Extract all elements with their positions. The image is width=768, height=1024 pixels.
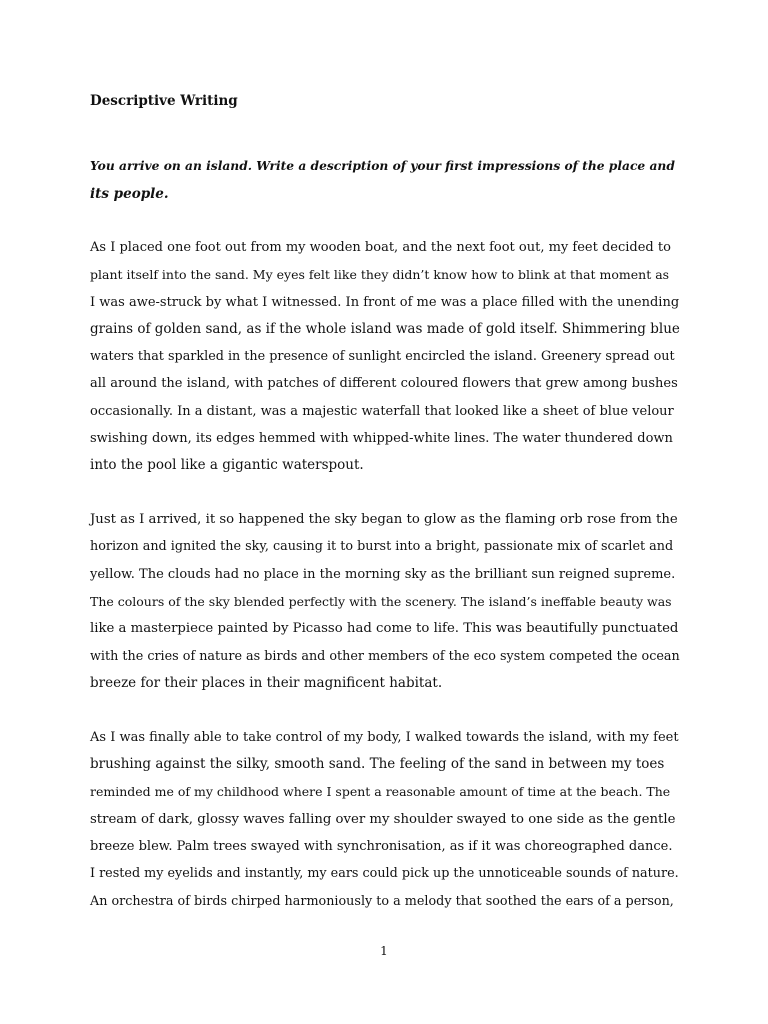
text-line: I was awe-struck by what I witnessed. In front of me was a place filled with the unending <box>90 294 680 310</box>
paragraph-1 <box>90 234 680 480</box>
document-page <box>90 88 680 941</box>
text-line: occasionally. In a distant, was a majestic waterfall that looked like a sheet of blue velour <box>90 403 674 419</box>
text-line: with the cries of nature as birds and other members of the eco system competed the ocean <box>90 648 680 664</box>
text-line: waters that sparkled in the presence of sunlight encircled the island. Greenery spread out <box>90 349 675 365</box>
text-line: into the pool like a gigantic waterspout. <box>90 457 364 474</box>
paragraph-2 <box>90 506 680 697</box>
essay-prompt <box>90 152 680 208</box>
text-line: like a masterpiece painted by Picasso had come to life. This was beautifully punctuated <box>90 621 679 637</box>
page-number: 1 <box>380 944 388 958</box>
text-line: yellow. The clouds had no place in the morning sky as the brilliant sun reigned supreme. <box>90 566 676 582</box>
paragraph-3 <box>90 724 680 915</box>
text-line: stream of dark, glossy waves falling over my shoulder swayed to one side as the gentle <box>90 811 676 827</box>
text-line: plant itself into the sand. My eyes felt like they didn’t know how to blink at that moment as <box>90 267 670 283</box>
prompt-line: You arrive on an island. Write a description of your first impressions of the place and <box>90 158 675 173</box>
text-line: I rested my eyelids and instantly, my ears could pick up the unnoticeable sounds of nature. <box>90 866 679 882</box>
document-title: Descriptive Writing <box>90 93 238 109</box>
text-line: all around the island, with patches of different coloured flowers that grew among bushes <box>90 376 678 392</box>
text-line: swishing down, its edges hemmed with whipped-white lines. The water thundered down <box>90 431 673 447</box>
text-line: Just as I arrived, it so happened the sky began to glow as the flaming orb rose from the <box>90 512 678 528</box>
text-line: grains of golden sand, as if the whole island was made of gold itself. Shimmering blue <box>90 320 680 337</box>
text-line: breeze blew. Palm trees swayed with synchronisation, as if it was choreographed dance. <box>90 838 673 854</box>
text-line: As I placed one foot out from my wooden boat, and the next foot out, my feet decided to <box>90 240 671 255</box>
text-line: The colours of the sky blended perfectly with the scenery. The island’s ineffable beauty was <box>90 594 672 610</box>
text-line: breeze for their places in their magnificent habitat. <box>90 674 443 691</box>
text-line: horizon and ignited the sky, causing it to burst into a bright, passionate mix of scarlet and <box>90 539 674 555</box>
text-line: brushing against the silky, smooth sand. The feeling of the sand in between my toes <box>90 756 665 773</box>
text-line: reminded me of my childhood where I spent a reasonable amount of time at the beach. The <box>90 784 671 800</box>
text-line: As I was finally able to take control of my body, I walked towards the island, with my feet <box>90 729 679 745</box>
text-line: An orchestra of birds chirped harmoniously to a melody that soothed the ears of a person, <box>90 893 674 909</box>
prompt-line: its people. <box>90 185 169 202</box>
